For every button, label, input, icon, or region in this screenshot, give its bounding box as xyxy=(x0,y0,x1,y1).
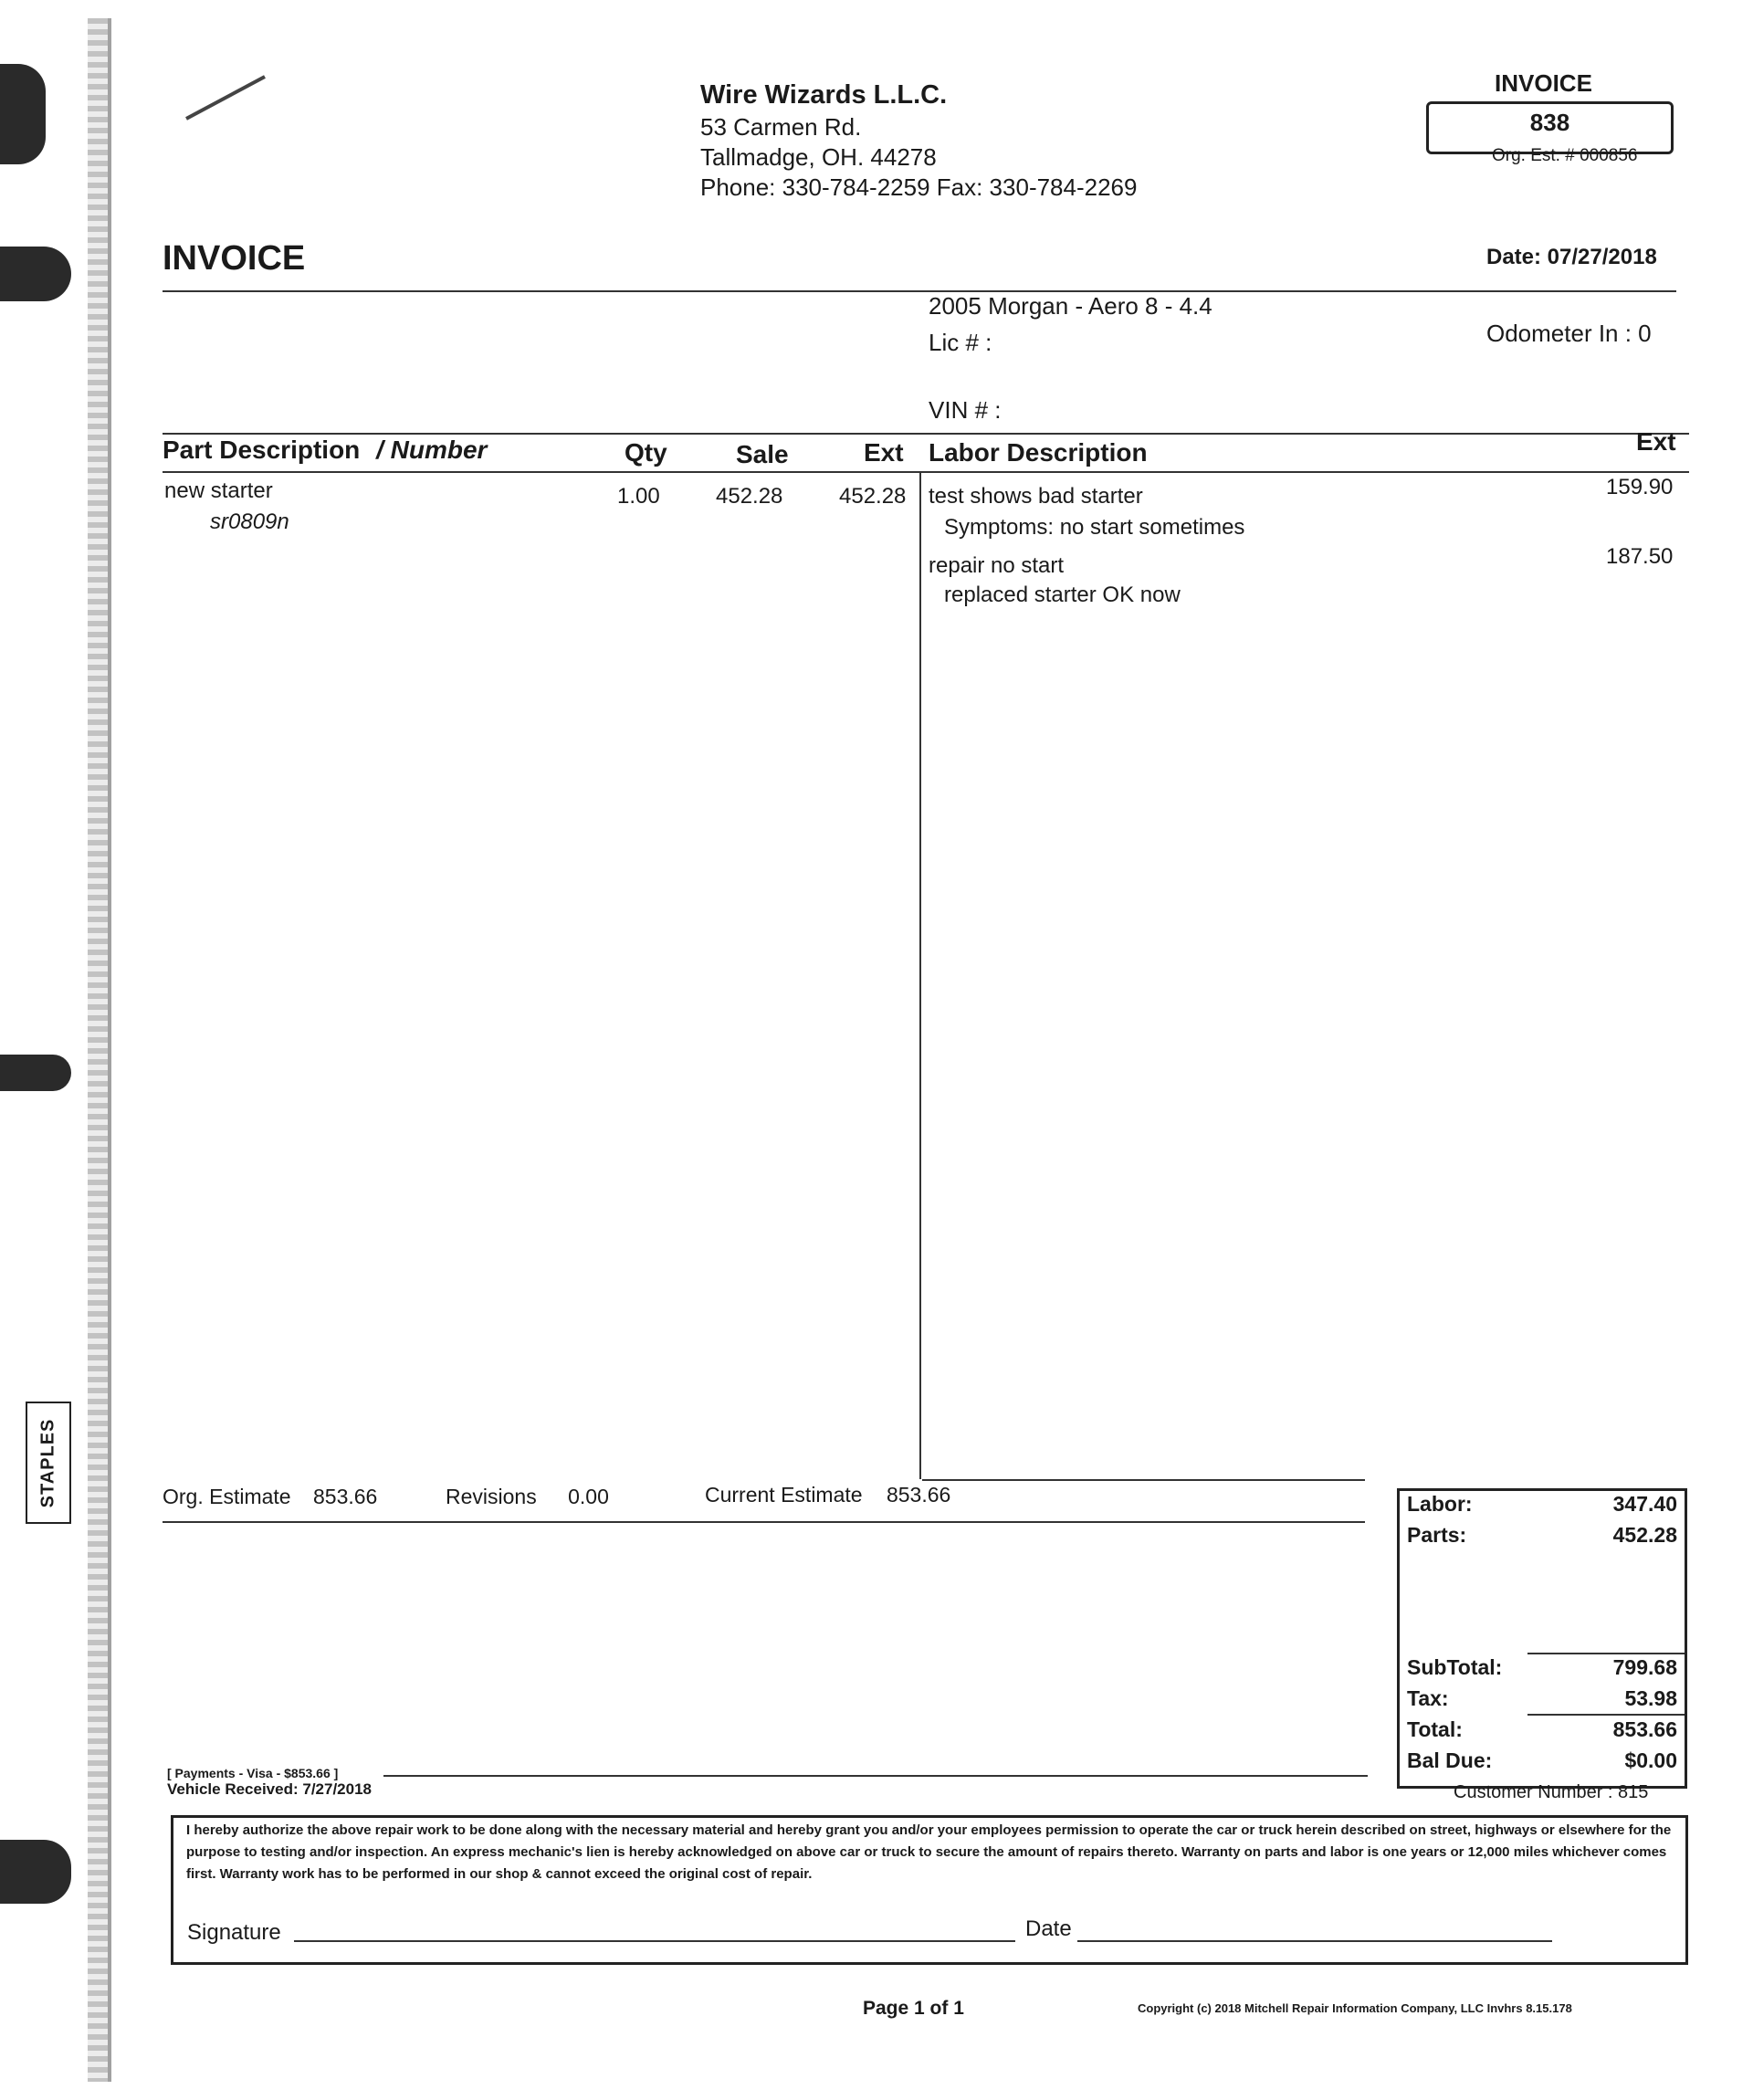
labor-ext: 187.50 xyxy=(1606,544,1674,569)
page-title: INVOICE xyxy=(163,239,306,278)
part-sale: 452.28 xyxy=(716,484,783,509)
company-address: 53 Carmen Rd. xyxy=(700,113,862,141)
header-bottom-rule xyxy=(163,471,1689,473)
current-estimate: Current Estimate 853.66 xyxy=(705,1483,951,1507)
part-qty: 1.00 xyxy=(617,484,660,509)
parts-total-value: 452.28 xyxy=(1612,1523,1677,1547)
bal-due-label: Bal Due: xyxy=(1407,1748,1493,1772)
vehicle-vin: VIN # : xyxy=(929,396,1002,424)
binder-ring xyxy=(0,247,71,301)
total-rule xyxy=(1527,1714,1685,1716)
binder-ring xyxy=(0,1055,71,1091)
labor-note: replaced starter OK now xyxy=(944,583,1181,607)
payments-summary: [ Payments - Visa - $853.66 ] xyxy=(167,1766,339,1780)
terms-box xyxy=(171,1815,1688,1965)
subtotal-value: 799.68 xyxy=(1612,1655,1677,1679)
estimate-bottom-rule xyxy=(163,1521,1365,1523)
labor-total-value: 347.40 xyxy=(1612,1492,1677,1516)
vehicle-lic: Lic # : xyxy=(929,329,992,356)
org-estimate: Org. Estimate 853.66 xyxy=(163,1485,378,1508)
odometer-in: Odometer In : 0 xyxy=(1486,320,1652,347)
copyright: Copyright (c) 2018 Mitchell Repair Information Company, LLC Invhrs 8.15.178 xyxy=(1138,2001,1572,2015)
part-ext: 452.28 xyxy=(839,484,907,509)
sale-header: Sale xyxy=(736,440,789,468)
company-contact: Phone: 330-784-2259 Fax: 330-784-2269 xyxy=(700,173,1138,201)
binder-ring xyxy=(0,1840,71,1904)
customer-number: Customer Number : 815 xyxy=(1454,1782,1649,1802)
part-description-header: Part Description / Number xyxy=(163,436,488,464)
signature-label: Signature xyxy=(187,1920,281,1945)
part-description: new starter xyxy=(164,478,273,503)
total-value: 853.66 xyxy=(1612,1717,1677,1741)
labor-ext-header: Ext xyxy=(1636,427,1676,456)
tax-value: 53.98 xyxy=(1624,1686,1677,1710)
date-line[interactable] xyxy=(1077,1940,1552,1942)
labor-description: test shows bad starter xyxy=(929,484,1143,509)
invoice-date: Date: 07/27/2018 xyxy=(1486,245,1657,269)
staples-label: STAPLES xyxy=(26,1402,71,1524)
invoice-number: 838 xyxy=(1529,109,1570,136)
ext-header: Ext xyxy=(864,438,904,467)
labor-note: Symptoms: no start sometimes xyxy=(944,515,1245,540)
title-rule xyxy=(163,290,1676,292)
page-number: Page 1 of 1 xyxy=(863,1998,964,2019)
binder-ring xyxy=(0,64,46,164)
invoice-box-label: INVOICE xyxy=(1495,69,1592,97)
labor-description-header: Labor Description xyxy=(929,438,1148,467)
subtotal-rule xyxy=(1527,1653,1685,1654)
revisions: Revisions 0.00 xyxy=(446,1485,609,1508)
subtotal-label: SubTotal: xyxy=(1407,1655,1503,1679)
company-city: Tallmadge, OH. 44278 xyxy=(700,143,937,171)
perforation-line xyxy=(108,18,111,2082)
totals-box xyxy=(1397,1488,1687,1789)
header-top-rule xyxy=(163,433,1689,435)
bal-due-value: $0.00 xyxy=(1624,1748,1677,1772)
vehicle-received: Vehicle Received: 7/27/2018 xyxy=(167,1780,372,1798)
payments-rule xyxy=(383,1775,1368,1777)
labor-description: repair no start xyxy=(929,553,1065,578)
date-label: Date xyxy=(1025,1916,1072,1941)
pen-mark xyxy=(183,71,269,126)
terms-text: I hereby authorize the above repair work to be done along with the necessary material and hereby grant you and/or your employees permission to operate the car or truck herein described on street, highways or elsewhere for the purpose to testing and/or inspection. An express mechanic's lien is hereby acknowledged on above car or truck to secure the amount of repairs thereto. Warranty on parts and labor is one years or 12,000 miles whichever comes first. Warranty work has to be performed in our shop & cannot exceed the original cost of repair. xyxy=(186,1822,1672,1882)
parts-total-label: Parts: xyxy=(1407,1523,1467,1547)
vehicle-description: 2005 Morgan - Aero 8 - 4.4 xyxy=(929,292,1212,320)
part-number: sr0809n xyxy=(210,509,289,534)
labor-ext: 159.90 xyxy=(1606,475,1674,499)
total-label: Total: xyxy=(1407,1717,1463,1741)
binder-edge xyxy=(0,0,119,2100)
column-divider xyxy=(919,473,921,1479)
perforation xyxy=(88,18,108,2082)
labor-total-label: Labor: xyxy=(1407,1492,1473,1516)
company-name: Wire Wizards L.L.C. xyxy=(700,80,948,110)
qty-header: Qty xyxy=(625,438,667,467)
tax-label: Tax: xyxy=(1407,1686,1449,1710)
signature-line[interactable] xyxy=(294,1940,1015,1942)
estimate-top-rule xyxy=(922,1479,1365,1481)
org-est-number: Org. Est. # 000856 xyxy=(1492,146,1638,165)
